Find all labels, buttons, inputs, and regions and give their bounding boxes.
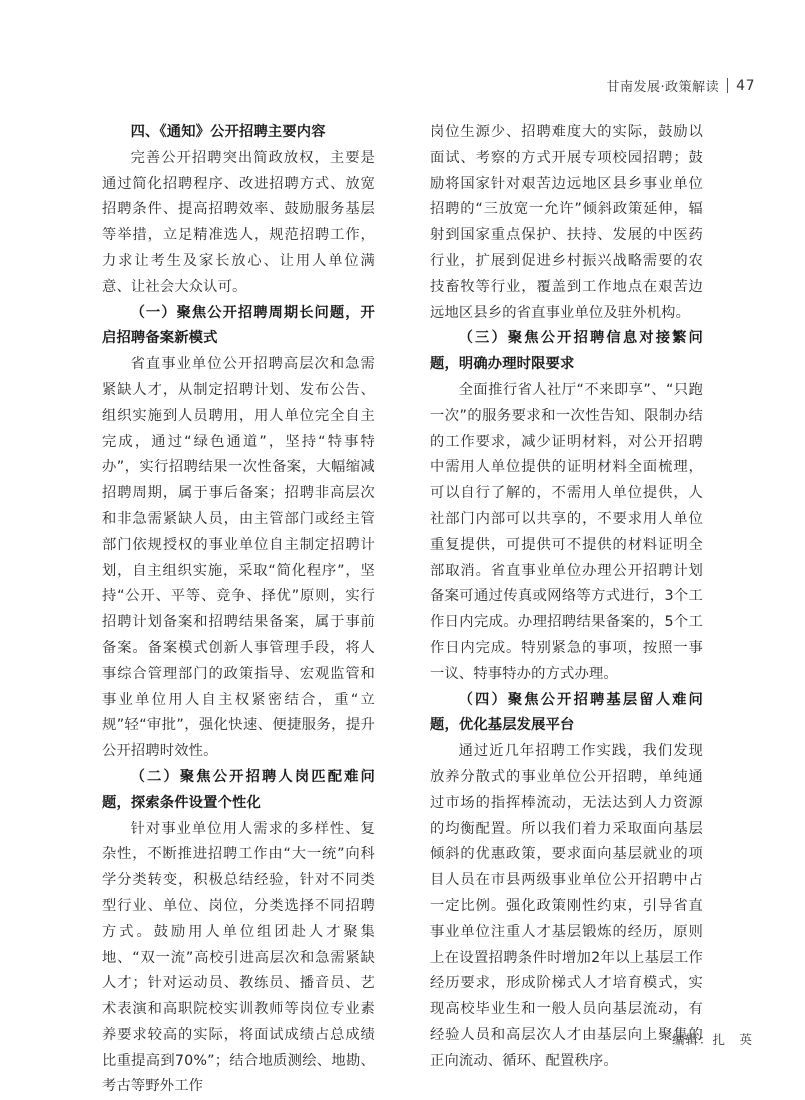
subsection-heading: （一）聚焦公开招聘周期长问题，开启招聘备案新模式 bbox=[102, 304, 375, 347]
header-title: 甘南发展·政策解读 bbox=[606, 80, 720, 95]
subsection-heading: （四）聚焦公开招聘基层留人难问题，优化基层发展平台 bbox=[430, 691, 703, 734]
subsection-heading: （二）聚焦公开招聘人岗匹配难问题，探索条件设置个性化 bbox=[102, 768, 375, 811]
body-paragraph: 全面推行省人社厅“不来即享”、“只跑一次”的服务要求和一次性告知、限制办结的工作要求，减少证明材料，对公开招聘中需用人单位提供的证明材料全面梳理，可以自行了解的，不需用人单位提供，人社部门内部可以共享的，不要求用人单位重复提供，可提供可不提供的材料证明全部取消。省直事业单位办理公开招聘计划备案可通过传真或网络等方式进行，3个工作日内完成。办理招聘结果备案的，5个工作日内完成。特别紧急的事项，按照一事一议、特事特办的方式办理。 bbox=[430, 381, 703, 682]
body-paragraph: 通过近几年招聘工作实践，我们发现放养分散式的事业单位公开招聘，单纯通过市场的指挥棒流动，无法达到人力资源的均衡配置。所以我们着力采取面向基层倾斜的优惠政策，要求面向基层就业的项目人员在市县两级事业单位公开招聘中占一定比例。强化政策刚性约束，引导省直事业单位注重人才基层锻炼的经历，原则上在设置招聘条件时增加2年以上基层工作经历要求，形成阶梯式人才培育模式，实现高校毕业生和一般人员向基层流动，有经验人员和高层次人才由基层向上聚集的正向流动、循环、配置秩序。 bbox=[430, 743, 703, 1069]
header-divider bbox=[727, 78, 728, 93]
body-paragraph: 省直事业单位公开招聘高层次和急需紧缺人才，从制定招聘计划、发布公告、组织实施到人员聘用，用人单位完全自主完成，通过“绿色通道”，坚持“特事特办”，实行招聘结果一次性备案，大幅缩减招聘周期，属于事后备案；招聘非高层次和非急需紧缺人员，由主管部门或经主管部门依规授权的事业单位自主制定招聘计划，自主组织实施，采取“简化程序”，坚持“公开、平等、竞争、择优”原则，实行招聘计划备案和招聘结果备案，属于事前备案。备案模式创新人事管理手段，将人事综合管理部门的政策指导、宏观监管和事业单位用人自主权紧密结合，重“立规”轻“审批”，强化快速、便捷服务，提升公开招聘时效性。 bbox=[102, 356, 375, 760]
right-column bbox=[430, 120, 703, 1074]
subsection-heading: （三）聚焦公开招聘信息对接繁问题，明确办理时限要求 bbox=[430, 330, 703, 373]
left-column bbox=[102, 120, 375, 1100]
body-paragraph: 针对事业单位用人需求的多样性、复杂性，不断推进招聘工作由“大一统”向科学分类转变，积极总结经验，针对不同类型行业、单位、岗位，分类选择不同招聘方式。鼓励用人单位组团赴人才聚集地、“双一流”高校引进高层次和急需紧缺人才；针对运动员、教练员、播音员、艺术表演和高职院校实训教师等岗位专业素养要求较高的实际，将面试成绩占总成绩比重提高到70%”；结合地质测绘、地勘、考古等野外工作 bbox=[102, 820, 375, 1095]
page-number: 47 bbox=[736, 77, 755, 94]
page-header bbox=[607, 76, 755, 95]
body-paragraph-continued: 岗位生源少、招聘难度大的实际，鼓励以面试、考察的方式开展专项校园招聘；鼓励将国家针对艰苦边远地区县乡事业单位招聘的“三放宽一允许”倾斜政策延伸，辐射到国家重点保护、扶持、发展的中医药行业，扩展到促进乡村振兴战略需要的农技畜牧等行业，覆盖到工作地点在艰苦边远地区县乡的省直事业单位及驻外机构。 bbox=[430, 124, 703, 321]
editor-credit: 编辑：扎 英 bbox=[671, 1032, 753, 1047]
section-heading: 四、《通知》公开招聘主要内容 bbox=[130, 124, 326, 140]
body-paragraph: 完善公开招聘突出简政放权，主要是通过简化招聘程序、改进招聘方式、放宽招聘条件、提高招聘效率、鼓励服务基层等举措，立足精准选人，规范招聘工作，力求让考生及家长放心、让用人单位满意、让社会大众认可。 bbox=[102, 149, 375, 295]
